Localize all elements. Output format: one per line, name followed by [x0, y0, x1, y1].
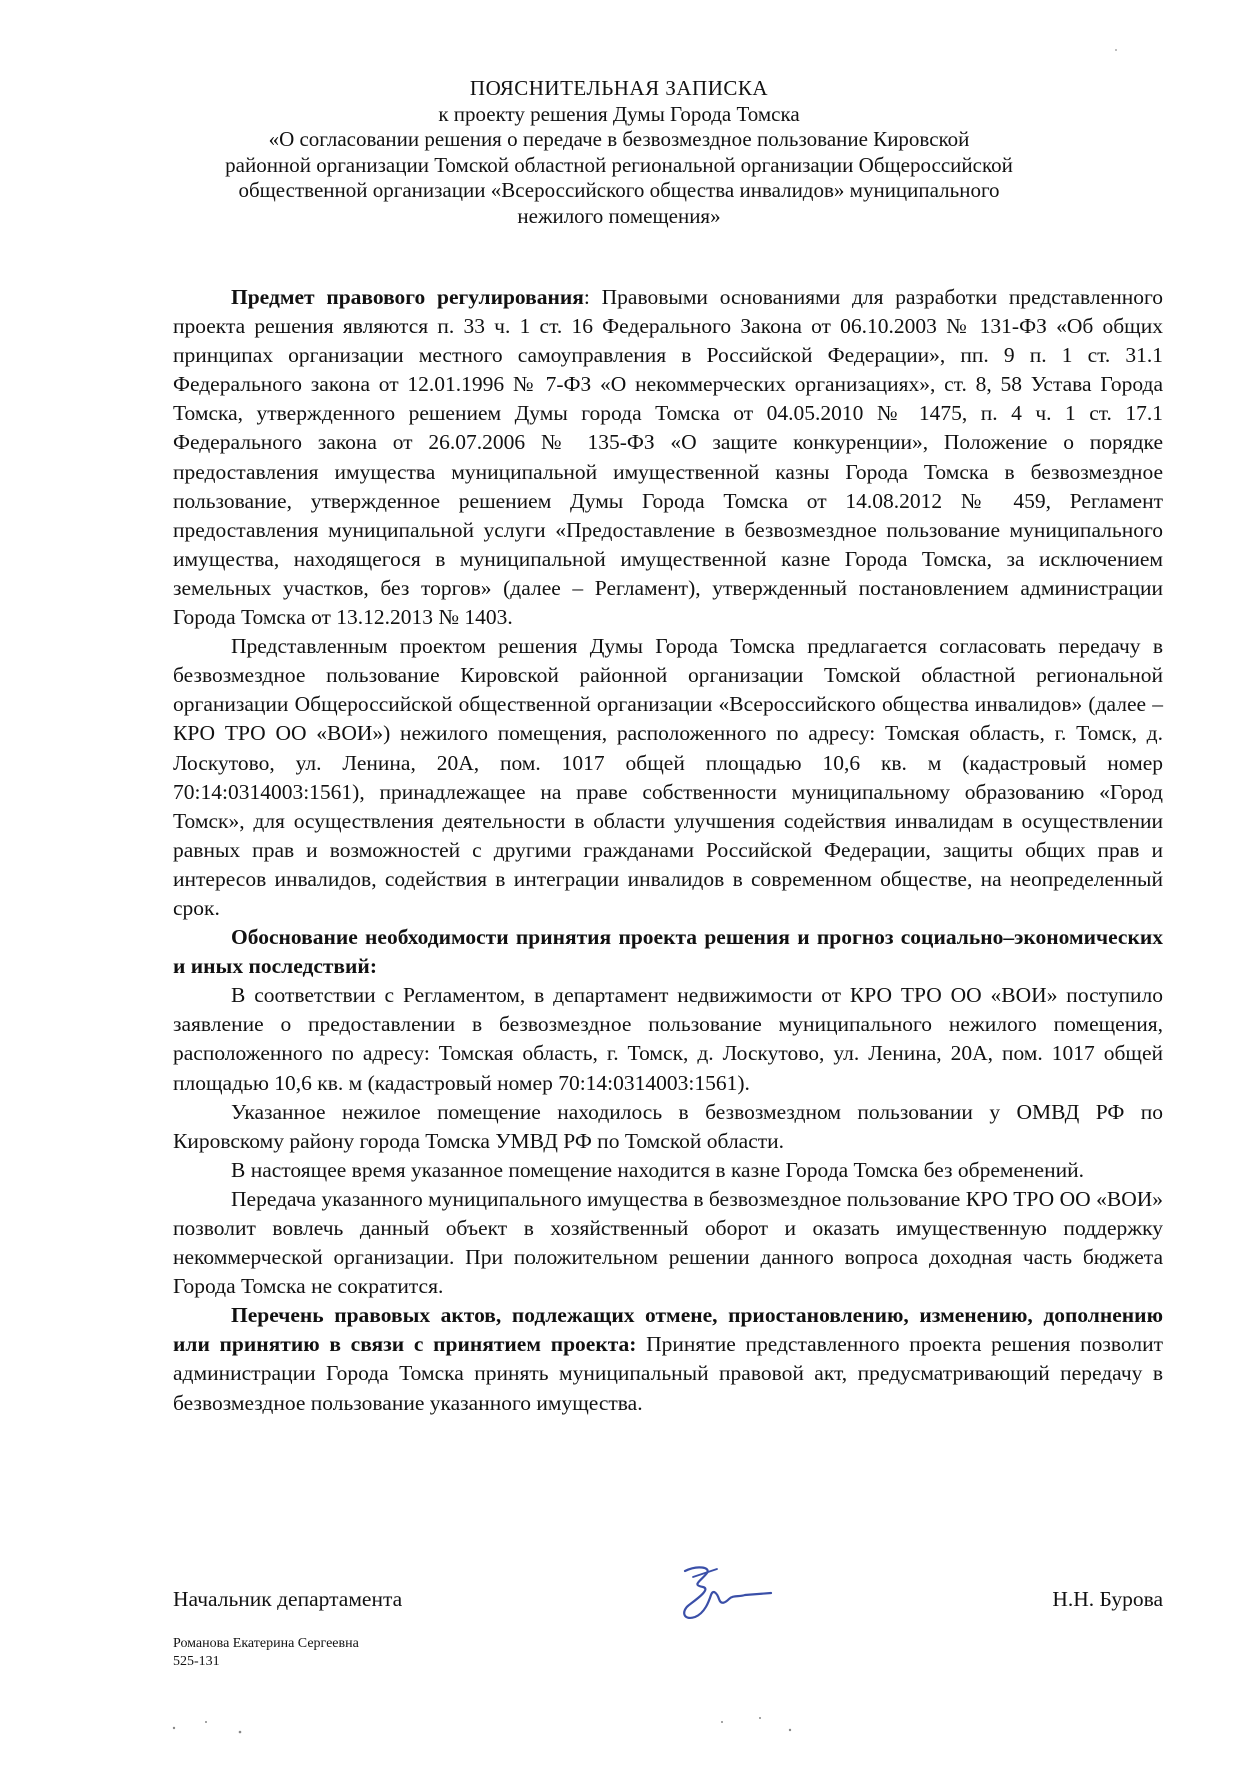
paragraph-proposal: Представленным проектом решения Думы Города Томска предлагается согласовать передачу в безвозмездное пользование Кировской районной организации Томской областной региональной организации Общероссийской общественной организации «Всероссийского общества инвалидов» (далее – КРО ТРО ОО «ВОИ») нежилого помещения, расположенного по адресу: Томская область, г. Томск, д. Лоскутово, ул. Ленина, 20А, пом. 1017 общей площадью 10,6 кв. м (кадастровый номер 70:14:0314003:1561), принадлежащее на праве собственности муниципальному образованию «Город Томск», для осуществления деятельности в области улучшения содействия инвалидам в осуществлении равных прав и возможностей с другими гражданами Российской Федерации, защиты общих прав и интересов инвалидов, содействия в интеграции инвалидов в современном обществе, на неопределенный срок. — [173, 634, 1163, 920]
paragraph-current-status: В настоящее время указанное помещение находится в казне Города Томска без обременений. — [231, 1157, 1084, 1182]
section-legal-basis-text: : Правовыми основаниями для разработки представленного проекта решения являются п. 33 ч. 1 ст. 16 Федерального Закона от 06.10.2003 № 131-ФЗ «Об общих принципах организации местного самоуправления в Российской Федерации», пп. 9 п. 1 ст. 31.1 Федерального закона от 12.01.1996 № 7-ФЗ «О некоммерческих организациях», ст. 8, 58 Устава Города Томска, утвержденного решением Думы города Томска от 04.05.2010 № 1475, п. 4 ч. 1 ст. 17.1 Федерального закона от 26.07.2006 № 135-ФЗ «О защите конкуренции», Положение о порядке предоставления имущества муниципальной имущественной казны Города Томска в безвозмездное пользование, утвержденное решением Думы Города Томска от 14.08.2012 № 459, Регламент предоставления муниципальной услуги «Предоставление в безвозмездное пользование муниципального имущества, находящегося в муниципальной имущественной казне Города Томска, за исключением земельных участков, без торгов» (далее – Регламент), утвержденный постановлением администрации Города Томска от 13.12.2013 № 1403. — [173, 285, 1163, 630]
document-topic-line-1: «О согласовании решения о передаче в безвозмездное пользование Кировской — [268, 127, 970, 151]
document-topic-line-2: районной организации Томской областной региональной организации Общероссийской — [225, 152, 1013, 177]
paragraph-previous-use: Указанное нежилое помещение находилось в безвозмездном пользовании у ОМВД РФ по Кировскому району города Томска УМВД РФ по Томской области. — [173, 1099, 1163, 1153]
document-header — [0, 76, 1238, 229]
section-legal-acts-heading: Перечень правовых актов, подлежащих отмене, приостановлению, изменению, дополнению или принятию в связи с принятием проекта: — [173, 1303, 1163, 1357]
document-subtitle: к проекту решения Думы Города Томска — [438, 101, 800, 126]
paragraph-effects: Передача указанного муниципального имущества в безвозмездное пользование КРО ТРО ОО «ВОИ» позволит вовлечь данный объект в хозяйственный оборот и оказать имущественную поддержку некоммерческой организации. При положительном решении данного вопроса доходная часть бюджета Города Томска не сократится. — [173, 1186, 1163, 1299]
signatory-name: Н.Н. Бурова — [1052, 1587, 1163, 1611]
section-justification-heading: Обоснование необходимости принятия проекта решения и прогноз социально–экономических и иных последствий: — [173, 925, 1163, 979]
document-topic-line-4: нежилого помещения» — [517, 203, 721, 228]
document-topic-line-3: общественной организации «Всероссийского общества инвалидов» муниципального — [238, 178, 1000, 202]
document-title: ПОЯСНИТЕЛЬНАЯ ЗАПИСКА — [469, 76, 769, 100]
section-legal-acts-text: Принятие представленного проекта решения позволит администрации Города Томска принять муниципальный правовой акт, предусматривающий передачу в безвозмездное пользование указанного имущества. — [173, 1332, 1163, 1415]
signatory-position: Начальник департамента — [173, 1587, 403, 1611]
section-legal-basis — [173, 283, 1163, 632]
contact-phone: 525-131 — [173, 1654, 220, 1669]
document-body — [173, 283, 1163, 1418]
handwritten-signature-icon — [671, 1559, 781, 1629]
contact-info — [173, 1635, 359, 1671]
signature-block — [173, 1587, 1163, 1627]
contact-name: Романова Екатерина Сергеевна — [173, 1636, 359, 1651]
paragraph-application: В соответствии с Регламентом, в департамент недвижимости от КРО ТРО ОО «ВОИ» поступило заявление о предоставлении в безвозмездное пользование муниципального нежилого помещения, расположенного по адресу: Томская область, г. Томск, д. Лоскутово, ул. Ленина, 20А, пом. 1017 общей площадью 10,6 кв. м (кадастровый номер 70:14:0314003:1561). — [173, 983, 1163, 1095]
section-legal-basis-heading: Предмет правового регулирования — [231, 285, 584, 309]
section-legal-acts — [173, 1301, 1163, 1417]
